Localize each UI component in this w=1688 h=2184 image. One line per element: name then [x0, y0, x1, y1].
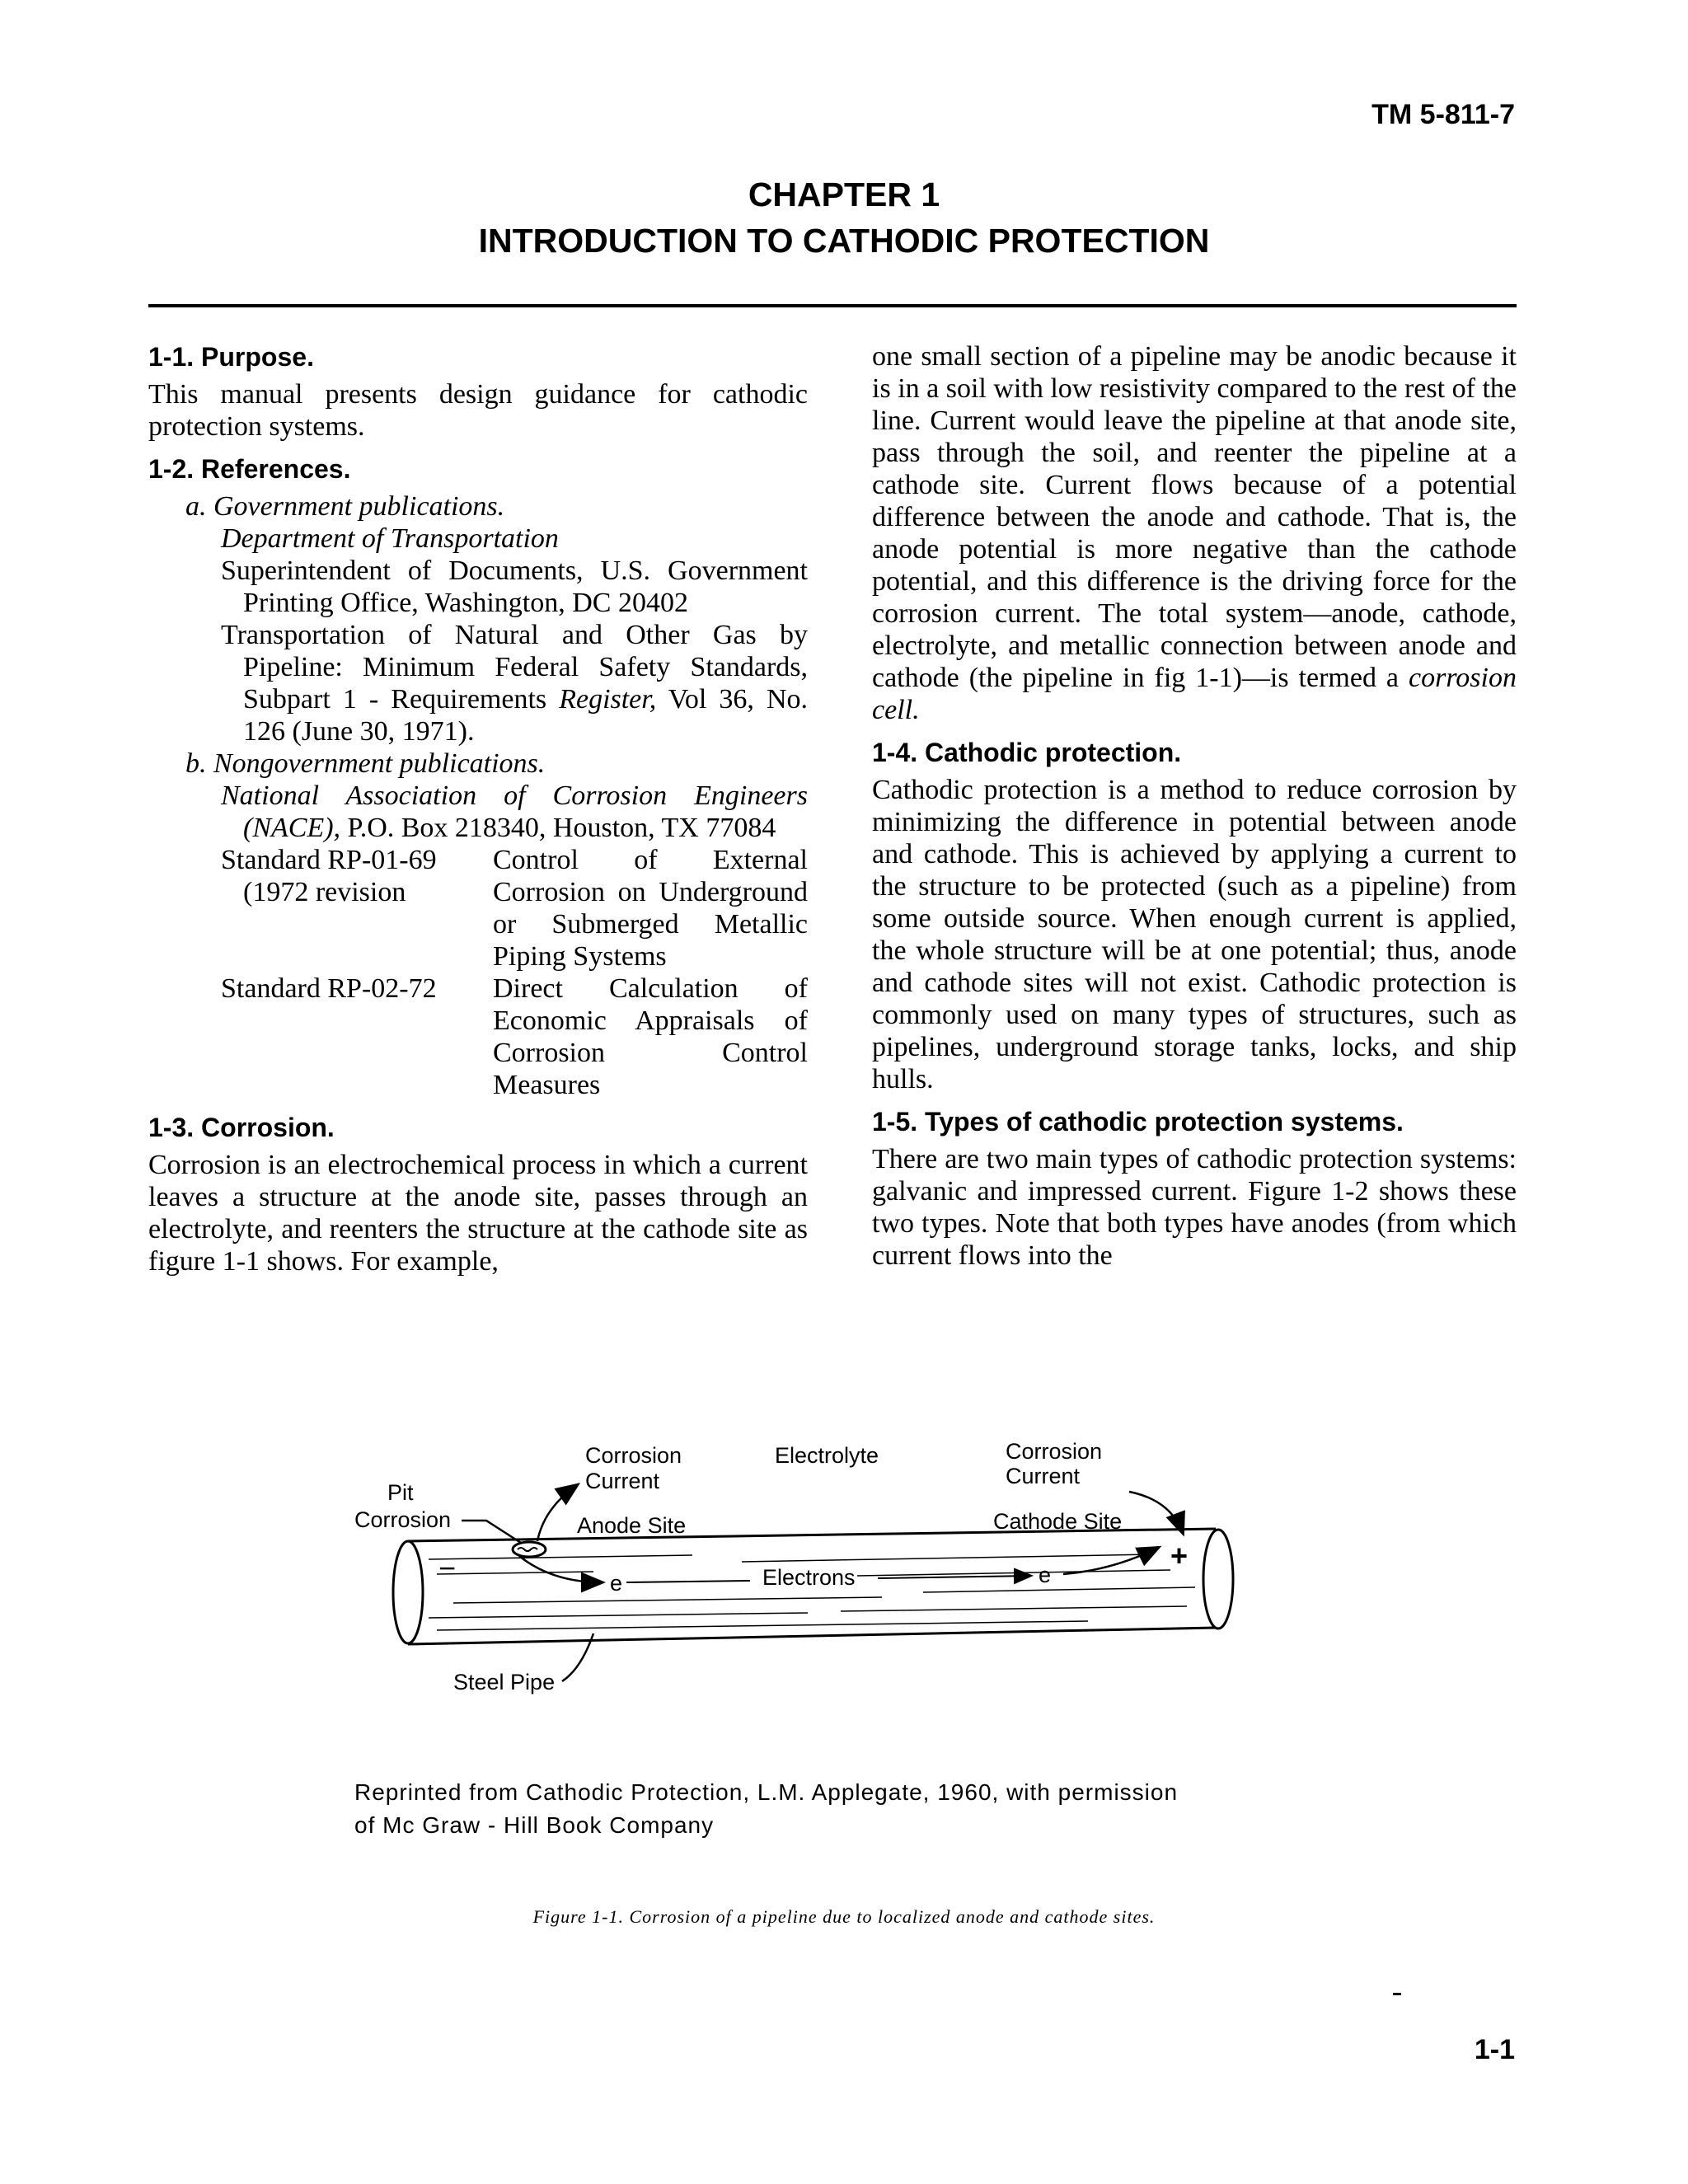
right-column	[872, 340, 1517, 1272]
reprint-line2: of Mc Graw - Hill Book Company	[354, 1812, 715, 1838]
references-nace-entry	[221, 780, 808, 844]
anode-site-label: Anode Site	[577, 1513, 687, 1538]
std1-label-line1: Standard RP-01-69	[221, 845, 437, 875]
corrosion-current-right-line2: Current	[1006, 1464, 1081, 1488]
standard-rp-01-69	[221, 844, 808, 972]
electron-e-left: e	[610, 1571, 623, 1596]
corrosion-cont-text: one small section of a pipeline may be anodic because it is in a soil with low resistivity compared to the rest of the line. Current would leave the pipeline at that anode site, pass through the soil, and reenter the pipeline at a cathode site. Current flows because of a potential difference between the anode and cathode. That is, the anode potential is more negative than the cathode potential, and this difference is the driving force for the corrosion current. The total system—anode, cathode, electrolyte, and metallic connection between anode and cathode (the pipeline in fig 1-1)—is termed a	[872, 341, 1517, 693]
page-number: 1-1	[1474, 2034, 1515, 2065]
electrons-label: Electrons	[762, 1565, 856, 1590]
corrosion-current-right-arrow	[1129, 1492, 1183, 1533]
chapter-title: INTRODUCTION TO CATHODIC PROTECTION	[478, 222, 1210, 260]
corrosion-current-right-line1: Corrosion	[1006, 1439, 1103, 1464]
references-gpo-entry: Superintendent of Documents, U.S. Government Printing Office, Washington, DC 20402	[221, 555, 808, 618]
chapter-number: CHAPTER 1	[748, 176, 940, 213]
references-transport-entry	[221, 619, 809, 748]
chapter-heading	[0, 171, 1688, 264]
corrosion-paragraph-continued	[872, 340, 1517, 726]
stray-mark	[1393, 1993, 1401, 1995]
corrosion-paragraph: Corrosion is an electrochemical process in which a current leaves a structure at the anode site, passes through an electrolyte, and reenters the structure at the cathode site as figure 1-1 shows. For example,	[148, 1150, 808, 1277]
electron-line-1	[626, 1581, 750, 1582]
electron-path-left	[519, 1556, 602, 1582]
positive-sign: +	[1170, 1539, 1189, 1572]
corrosion-current-left-arrow	[537, 1485, 577, 1541]
types-paragraph: There are two main types of cathodic protection systems: galvanic and impressed current. Figure 1-2 shows these two types. Note that both types have anodes (from which current flows into the	[872, 1144, 1517, 1271]
document-number: TM 5-811-7	[1372, 99, 1515, 130]
cathodic-protection-paragraph: Cathodic protection is a method to reduce corrosion by minimizing the difference in potential between anode and cathode. This is achieved by applying a current to the structure to be protected (such as a pipeline) from some outside source. When enough current is applied, the whole structure will be at one potential; thus, anode and cathode sites will not exist. Cathodic protection is commonly used on many types of structures, such as pipelines, underground storage tanks, locks, and ship hulls.	[872, 775, 1517, 1094]
std1-description: Control of External Corrosion on Underground or Submerged Metallic Piping Systems	[493, 845, 808, 972]
section-heading-types: 1-5. Types of cathodic protection systems.	[872, 1107, 1404, 1137]
nace-name-italic: National Association of Corrosion Engineers (NACE),	[221, 780, 808, 843]
references-item-b: b. Nongovernment publications.	[185, 748, 546, 779]
cathode-site-label: Cathode Site	[993, 1509, 1123, 1534]
electron-e-right: e	[1039, 1563, 1052, 1587]
section-heading-references: 1-2. References.	[148, 454, 351, 484]
ref2-text-1: Transportation of Natural and Other Gas by Pipeline: Minimum Federal Safety Standards, Subpart 1 - Requirements	[221, 620, 808, 715]
ref2-text-2: Vol 36, No. 126 (June 30, 1971).	[243, 684, 809, 747]
pipeline-corrosion-figure	[346, 1418, 1319, 1722]
corrosion-cell-term: corrosion cell.	[872, 663, 1517, 725]
chapter-divider	[148, 304, 1517, 307]
section-heading-cathodic-protection: 1-4. Cathodic protection.	[872, 738, 1182, 767]
ref2-register-italic: Register,	[559, 684, 657, 715]
purpose-paragraph: This manual presents design guidance for cathodic protection systems.	[148, 379, 808, 442]
nace-address: P.O. Box 218340, Houston, TX 77084	[340, 813, 776, 843]
left-column	[148, 340, 808, 1277]
figure-caption: Figure 1-1. Corrosion of a pipeline due to localized anode and cathode sites.	[532, 1906, 1156, 1927]
std1-label-line2: (1972 revision	[243, 877, 406, 907]
std2-label: Standard RP-02-72	[221, 973, 437, 1004]
pit-label-line1: Pit	[387, 1480, 414, 1505]
reprint-line1: Reprinted from Cathodic Protection, L.M. Applegate, 1960, with permission	[354, 1779, 1179, 1805]
standard-rp-02-72	[221, 972, 808, 1101]
references-department: Department of Transportation	[221, 523, 559, 554]
references-item-a: a. Government publications.	[185, 491, 505, 522]
corrosion-current-left-line1: Corrosion	[585, 1443, 682, 1468]
section-heading-corrosion: 1-3. Corrosion.	[148, 1113, 335, 1142]
corrosion-current-left-line2: Current	[585, 1469, 660, 1493]
electrolyte-label: Electrolyte	[775, 1443, 879, 1468]
electron-line-2	[878, 1576, 1030, 1578]
negative-sign: −	[438, 1551, 457, 1585]
pit-label-line2: Corrosion	[354, 1507, 452, 1532]
section-heading-purpose: 1-1. Purpose.	[148, 342, 314, 372]
std2-description: Direct Calculation of Economic Appraisals of Corrosion Control Measures	[493, 973, 808, 1100]
steel-pipe-label: Steel Pipe	[453, 1670, 556, 1694]
figure-reprint-credit	[354, 1776, 1178, 1842]
